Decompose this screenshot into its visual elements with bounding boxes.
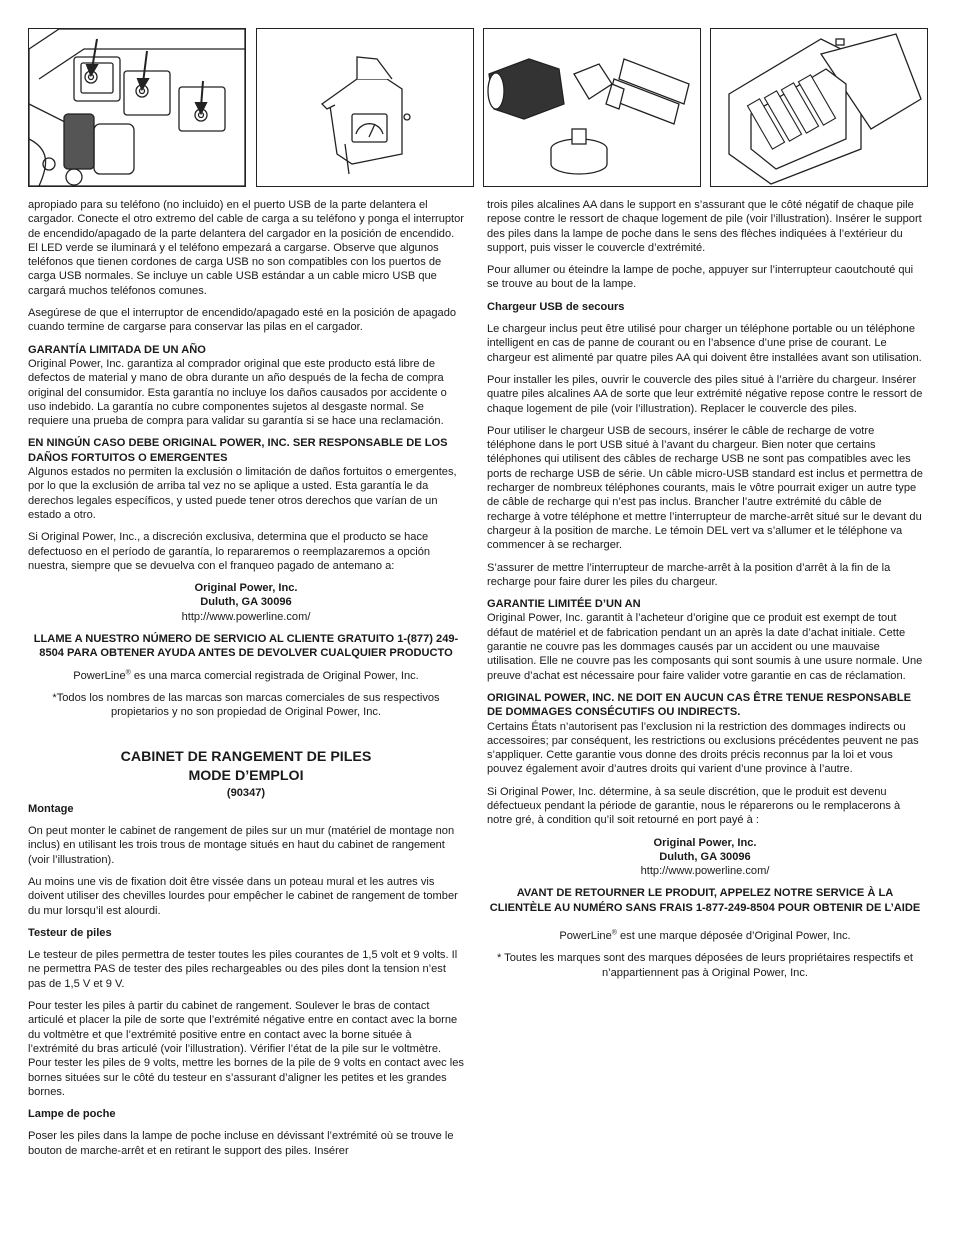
warranty-text-fr: Original Power, Inc. garantit à l’acheteur d’origine que ce produit est exempt de tout défaut de matériel et de fabrication pendant un an après la date d’achat initiale. Cette garantie ne couvre pas les dommages causés par un accident ou une mauvaise utilisation. Elle ne couvre pas les composants qui sont soumis à une usure normale. Une preuve d’achat est nécessaire pour faire valider votre garantie en cas de réclamation. — [487, 612, 923, 682]
liability-heading: EN NINGÚN CASO DEBE ORIGINAL POWER, INC. SER RESPONSABLE DE LOS DAÑOS FORTUITOS O EMERGENTES — [28, 437, 448, 464]
mounting-holes-illustration — [28, 28, 246, 187]
registered-mark: ® — [125, 668, 131, 676]
liability-text: Algunos estados no permiten la exclusión o limitación de daños fortuitos o emergentes, por lo que la exclusión de arriba tal vez no se aplique a usted. Esta garantía le da derechos legales específicos, y usted puede tener otros derechos que varían de un estado a otro. — [28, 466, 457, 521]
right-column — [487, 198, 923, 988]
flashlight-disassembly-illustration — [483, 28, 701, 187]
registered-mark-fr: ® — [611, 929, 617, 937]
liability-text-fr: Certains États n’autorisent pas l’exclusion ni la restriction des dommages indirects ou accessoires; par conséquent, les restrictions ou exclusions précédentes peuvent ne pas s’appliquer. Cette garantie vous donne des droits précis reconnus par la loi et vous pouvez également avoir d’autres droits qui varient d’une province à l’autre. — [487, 720, 919, 776]
address-name: Original Power, Inc. — [194, 582, 298, 595]
montage-heading: Montage — [28, 802, 74, 815]
liability-heading-fr: ORIGINAL POWER, INC. NE DOIT EN AUCUN CAS ÊTRE TENUE RESPONSABLE DE DOMMAGES CONSÉCUTIFS OU INDIRECTS. — [487, 691, 912, 719]
address-city-fr: Duluth, GA 30096 — [659, 850, 751, 863]
trademark-rest-fr: est une marque déposée d’Original Power, Inc. — [616, 930, 851, 943]
brands-note: *Todos los nombres de las marcas son marcas comerciales de sus respectivos propietarios y no son propiedad de Original Power, Inc. — [52, 691, 440, 719]
flashlight-switch-paragraph: Pour allumer ou éteindre la lampe de poche, appuyer sur l’interrupteur caoutchouté qui se trouve au bout de la lampe. — [487, 264, 914, 291]
battery-compartment-illustration — [710, 28, 928, 187]
charger-paragraph-1: Le chargeur inclus peut être utilisé pour charger un téléphone portable ou un téléphone intelligent en cas de panne de courant ou en l’absence d’une prise de courant. Le chargeur est alimenté par quatre piles AA qui doivent être installées avant son utilisation. — [487, 323, 922, 364]
tester-paragraph-2: Pour tester les piles à partir du cabinet de rangement. Soulever le bras de contact articulé et placer la pile de sorte que l’extrémité négative entre en contact avec la borne du voltmètre et que l’extrémité positive entre en contact avec la borne située à l’extrémité du bras articulé (voir l’illustration). Vérifier l’état de la pile sur le voltmètre. Pour tester les piles de 9 volts, mettre les bornes de la pile de 9 volts en contact avec les bornes situées sur le côté du testeur en s’assurant d’aligner les petites et les grandes bornes. — [28, 1000, 464, 1098]
montage-paragraph-1: On peut monter le cabinet de rangement de piles sur un mur (matériel de montage non inclus) en utilisant les trois trous de montage situés en haut du cabinet de rangement (voir l’illustration). — [28, 825, 455, 866]
left-column — [28, 198, 464, 1166]
address-block — [28, 581, 464, 624]
trademark-notice — [28, 669, 464, 683]
address-url[interactable]: http://www.powerline.com/ — [181, 610, 311, 623]
section-subtitle: MODE D’EMPLOI — [188, 767, 304, 784]
charger-paragraph-4: S’assurer de mettre l’interrupteur de marche-arrêt à la position d’arrêt à la fin de la recharge pour faire durer les piles du chargeur. — [487, 561, 891, 588]
address-url-fr[interactable]: http://www.powerline.com/ — [640, 865, 770, 878]
defect-text: Si Original Power, Inc., a discreción exclusiva, determina que el producto se hace defectuoso en el período de garantía, lo repararemos o reemplazaremos a opción nuestra, siempre que se devuelva con el franqueo pagado de antemano a: — [28, 531, 431, 572]
flashlight-paragraph-1: Poser les piles dans la lampe de poche incluse en dévissant l’extrémité où se trouve le bouton de marche-arrêt et en retirant le support des piles. Insérer — [28, 1130, 454, 1157]
charger-heading: Chargeur USB de secours — [487, 300, 625, 313]
model-number: (90347) — [226, 786, 266, 799]
address-name-fr: Original Power, Inc. — [653, 836, 757, 849]
trademark-brand-fr: PowerLine — [559, 930, 612, 943]
call-notice: LLAME A NUESTRO NÚMERO DE SERVICIO AL CLIENTE GRATUITO 1-(877) 249-8504 PARA OBTENER AYUDA ANTES DE DEVOLVER CUALQUIER PRODUCTO — [33, 633, 459, 660]
trademark-brand: PowerLine — [73, 669, 126, 682]
call-notice-fr: AVANT DE RETOURNER LE PRODUIT, APPELEZ NOTRE SERVICE À LA CLIENTÈLE AU NUMÉRO SANS FRAIS 1-877-249-8504 POUR OBTENIR DE L’AIDE — [489, 887, 921, 914]
warranty-heading-fr: GARANTIE LIMITÉE D’UN AN — [487, 598, 641, 611]
warranty-text: Original Power, Inc. garantiza al comprador original que este producto está libre de defectos de material y mano de obra durante un año después de la fecha de compra original del consumidor. Esta garantía no incluye los daños causados por accidente o uso indebido. La garantía no cubre componentes sujetos al desgaste normal. Se requiere una prueba de compra para validar su garantía si se hace una reclamación. — [28, 357, 447, 428]
trademark-rest: es una marca comercial registrada de Original Power, Inc. — [130, 669, 419, 682]
section-title: CABINET DE RANGEMENT DE PILES — [120, 748, 372, 765]
flashlight-paragraph-continued: trois piles alcalines AA dans le support en s’assurant que le côté négatif de chaque pile repose contre le ressort de chaque logement de pile (voir l’illustration). Insérer le support des piles dans la lampe de poche dans le sens des flèches indiquées à l’extérieur du support, puis visser le couvercle d’extrémité. — [487, 199, 922, 254]
address-city: Duluth, GA 30096 — [200, 596, 292, 609]
voltmeter-tester-illustration — [256, 28, 474, 187]
address-block-fr — [487, 836, 923, 879]
defect-text-fr: Si Original Power, Inc. détermine, à sa seule discrétion, que le produit est devenu défectueux pendant la période de garantie, nous le réparerons ou le remplacerons à notre gré, à condition qu’il soit retourné en port payé à : — [487, 785, 901, 827]
flashlight-heading: Lampe de poche — [28, 1108, 116, 1121]
switch-off-paragraph: Asegúrese de que el interruptor de encendido/apagado esté en la posición de apagado cuando termine de cargarse para conservar las pilas en el cargador. — [28, 307, 457, 334]
tester-heading: Testeur de piles — [28, 926, 112, 939]
charger-paragraph-3: Pour utiliser le chargeur USB de secours, insérer le câble de recharge de votre téléphone dans le port USB situé à l’avant du chargeur. Bien noter que certains téléphones qui utilisent des câbles de recharge USB ne sont pas compatibles avec les ports de recharge USB de série. Un câble micro-USB standard est inclus et permettra de recharger de nombreux téléphones courants, mais le vôtre pourrait exiger un autre type de câble de recharge qui n’est pas inclus. Brancher l’autre extrémité du câble de recharge à votre téléphone et mettre l’interrupteur de marche-arrêt situé sur le devant du chargeur à la position de marche. Le témoin DEL vert va s’allumer et le téléphone va commencer à se recharger. — [487, 424, 923, 552]
charger-paragraph-2: Pour installer les piles, ouvrir le couvercle des piles situé à l’arrière du chargeur. Insérer quatre piles alcalines AA de sorte que leur extrémité négative repose contre le ressort de chaque logement de pile (voir l’illustration). Replacer le couvercle des piles. — [487, 373, 923, 415]
brands-note-fr: * Toutes les marques sont des marques déposées de leurs propriétaires respectifs et n’appartiennent pas à Original Power, Inc. — [496, 952, 914, 979]
trademark-notice-fr — [487, 929, 923, 943]
tester-paragraph-1: Le testeur de piles permettra de tester toutes les piles courantes de 1,5 volt et 9 volts. Il ne permettra PAS de tester des piles rechargeables ou des piles dont la tension n’est pas de 1,5 V et 9 V. — [28, 949, 458, 990]
montage-paragraph-2: Au moins une vis de fixation doit être vissée dans un poteau mural et les autres vis doivent utiliser des chevilles lourdes pour empêcher le cabinet de rangement de tomber du mur lorsqu’il est alourdi. — [28, 875, 458, 917]
usb-charging-paragraph: apropiado para su teléfono (no incluido) en el puerto USB de la parte delantera el cargador. Conecte el otro extremo del cable de carga a su teléfono y ponga el interruptor de encendido/apagado de la parte delantera del cargador en la posición de encendido. El LED verde se iluminará y el teléfono empezará a cargarse. Observe que algunos teléfonos que tienen cordones de carga USB no son compatibles con los puertos de carga USB normales. Se incluye un cable USB estándar a un cable micro USB que cargará muchos teléfonos comunes. — [28, 199, 465, 297]
warranty-heading: GARANTÍA LIMITADA DE UN AÑO — [28, 343, 206, 356]
